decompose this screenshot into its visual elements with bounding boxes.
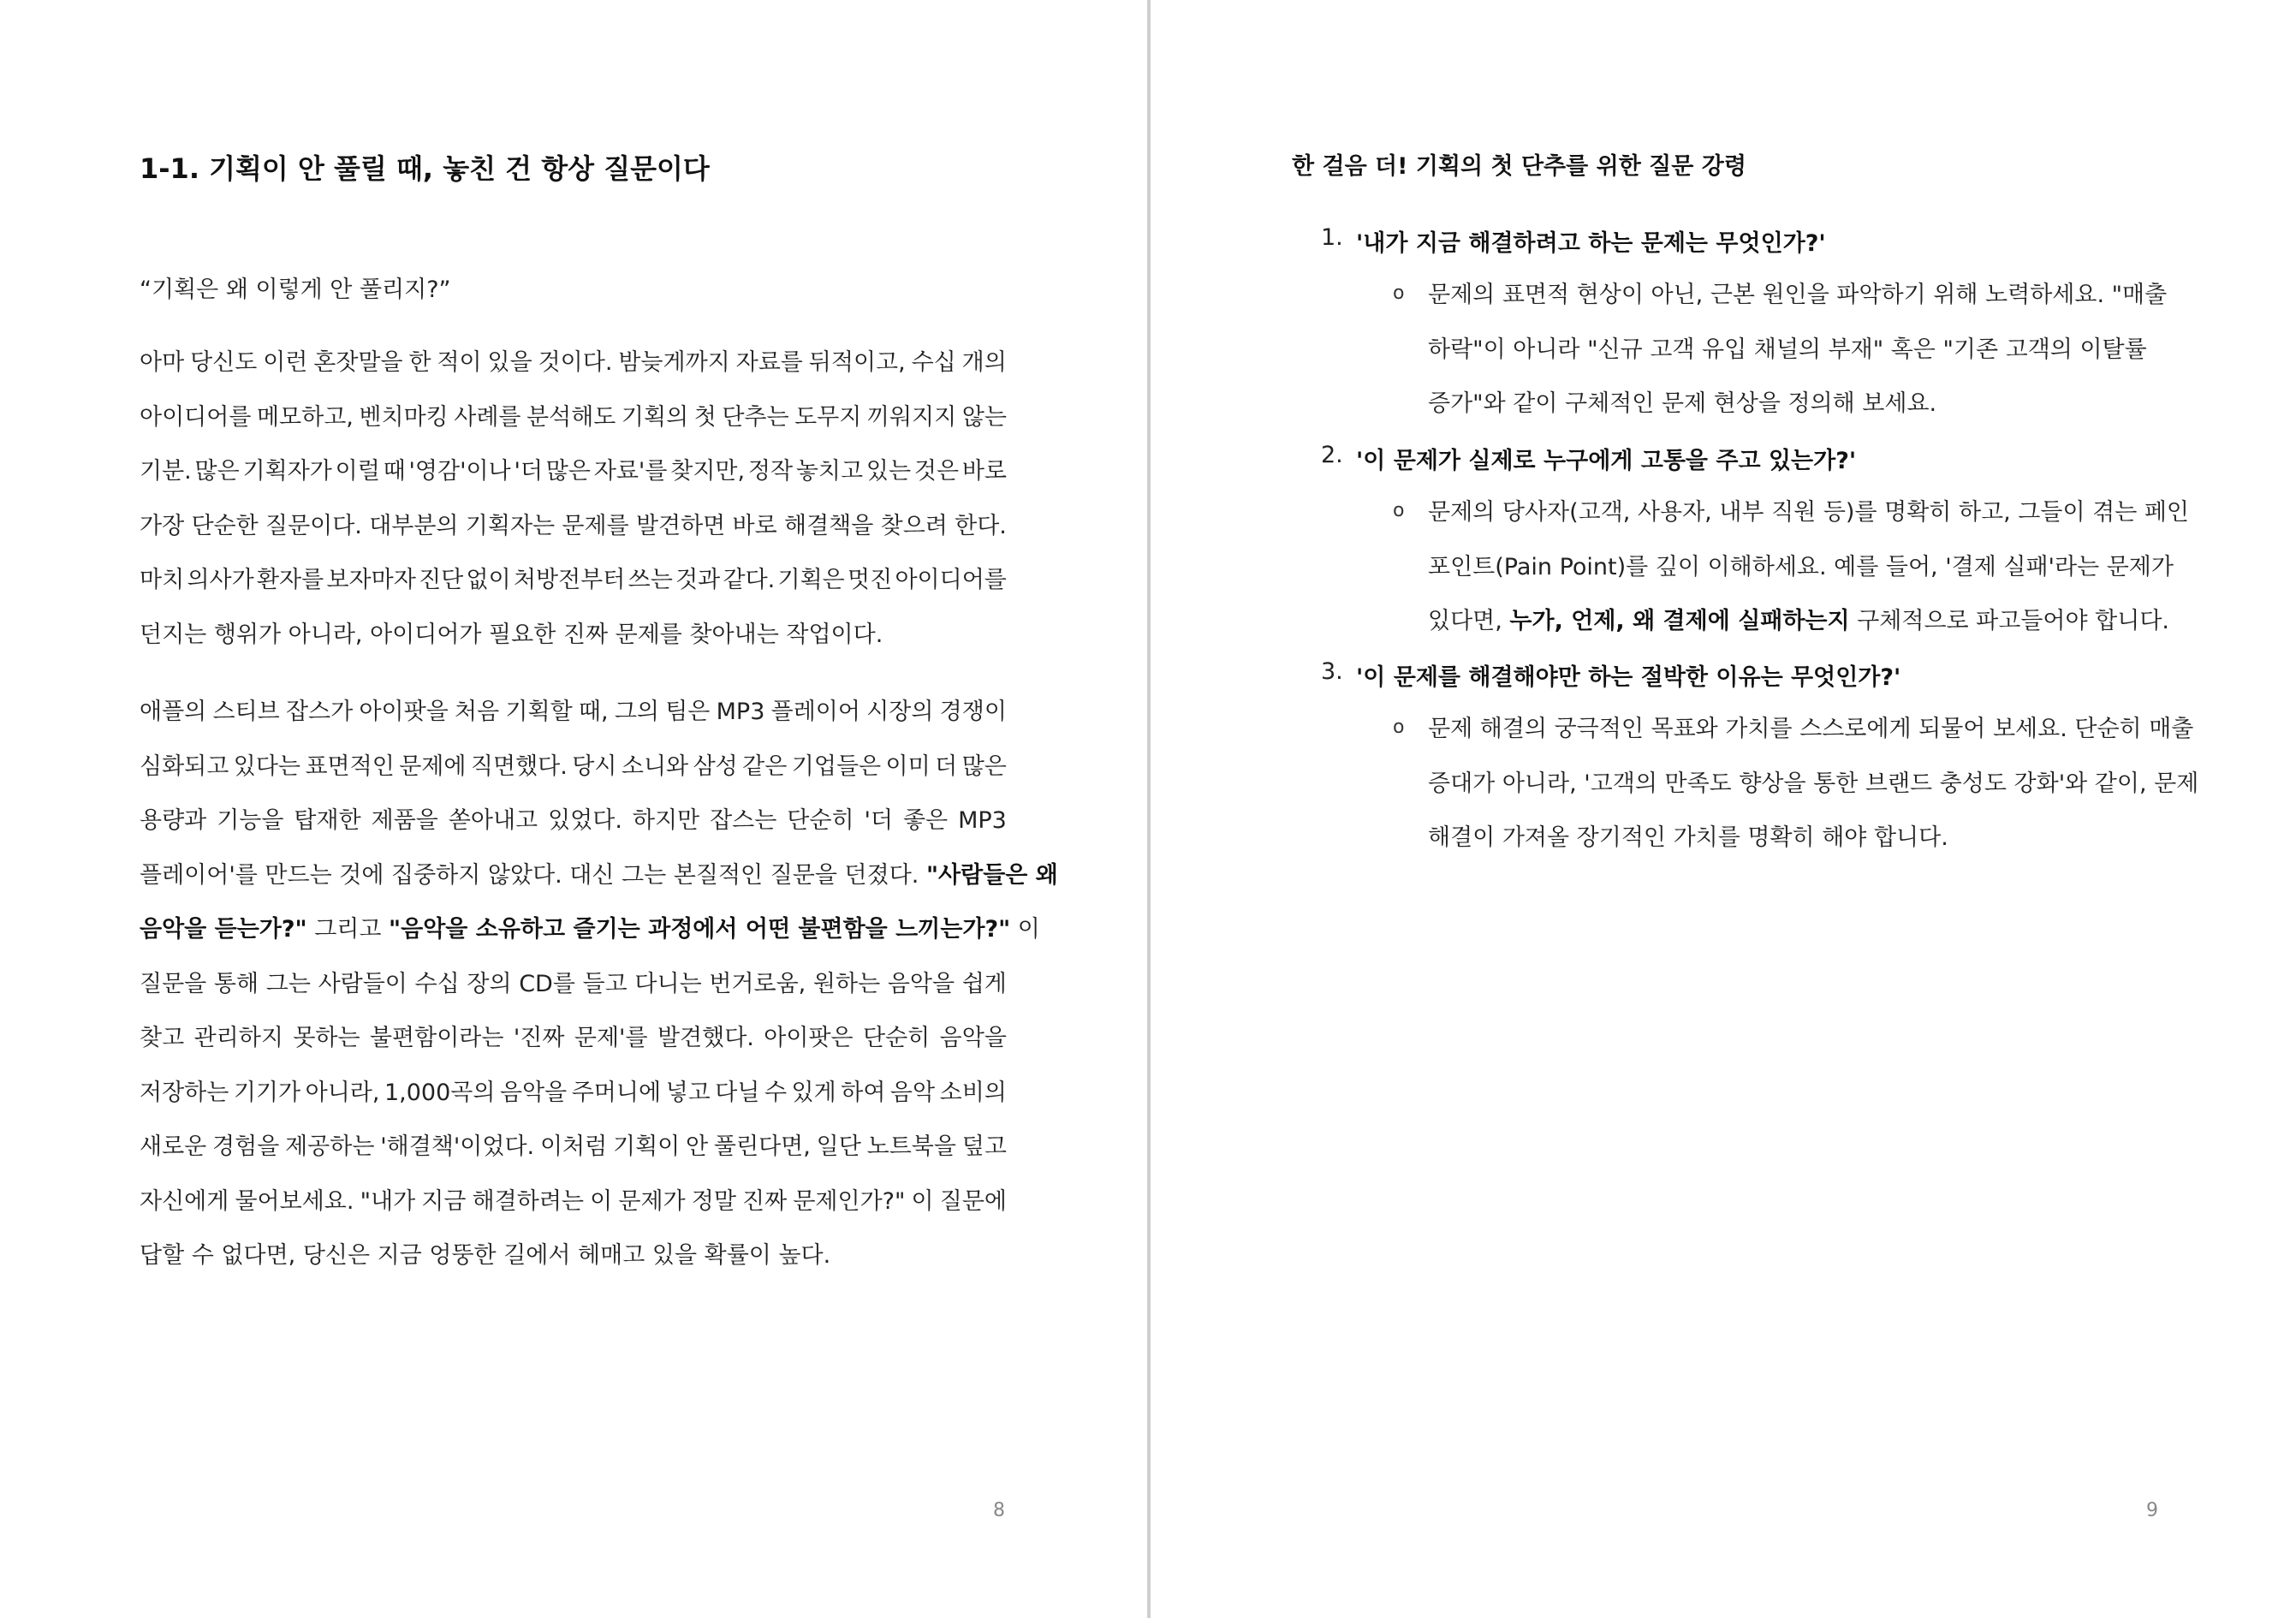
opening-quote: “기획은 왜 이렇게 안 풀리지?” — [140, 277, 451, 303]
left-page — [0, 0, 1147, 1618]
text-line: 아이디어를 메모하고, 벤치마킹 사례를 분석해도 기획의 첫 단추는 도무지 끼워지지 않는 — [140, 403, 1007, 431]
text-line: 하락"이 아니라 "신규 고객 유입 채널의 부재" 혹은 "기존 고객의 이탈률 — [1428, 336, 2147, 363]
question-number: 3. — [1321, 658, 1343, 685]
text-line: 문제의 표면적 현상이 아닌, 근본 원인을 파악하기 위해 노력하세요. "매출 — [1428, 282, 2168, 308]
bullet-circle-icon: o — [1393, 717, 1405, 738]
question-explanation — [1428, 712, 2250, 876]
question-number: 2. — [1321, 442, 1343, 468]
text-line: 찾고 관리하지 못하는 불편함이라는 '진짜 문제'를 발견했다. 아이팟은 단순히 음악을 — [140, 1025, 1007, 1051]
text-line: 아마 당신도 이런 혼잣말을 한 적이 있을 것이다. 밤늦게까지 자료를 뒤적이고, 수십 개의 — [140, 349, 1007, 376]
text-line: 답할 수 없다면, 당신은 지금 엉뚱한 길에서 헤매고 있을 확률이 높다. — [140, 1242, 831, 1269]
text-line: 음악을 듣는가?" 그리고 "음악을 소유하고 즐기는 과정에서 어떤 불편함을 느끼는가?" 이 — [140, 916, 1040, 943]
text-line: 질문을 통해 그는 사람들이 수십 장의 CD를 들고 다니는 번거로움, 원하는 음악을 쉽게 — [140, 970, 1007, 997]
bullet-circle-icon: o — [1393, 283, 1405, 304]
right-page — [1151, 0, 2296, 1618]
page-number: 9 — [2146, 1500, 2158, 1521]
text-line: 증가"와 같이 구체적인 문제 현상을 정의해 보세요. — [1428, 390, 1937, 417]
sidebar-heading: 한 걸음 더! 기획의 첫 단추를 위한 질문 강령 — [1292, 153, 1746, 180]
text-line: 자신에게 물어보세요. "내가 지금 해결하려는 이 문제가 정말 진짜 문제인가?" 이 질문에 — [140, 1187, 1007, 1215]
bullet-circle-icon: o — [1393, 500, 1405, 521]
text-line: 가장 단순한 질문이다. 대부분의 기획자는 문제를 발견하면 바로 해결책을 찾으려 한다. — [140, 512, 1007, 539]
text-line: 용량과 기능을 탑재한 제품을 쏟아내고 있었다. 하지만 잡스는 단순히 '더 좋은 MP3 — [140, 807, 1007, 834]
page-number: 8 — [993, 1500, 1005, 1521]
question-title: '이 문제가 실제로 누구에게 고통을 주고 있는가?' — [1356, 448, 1857, 474]
paragraph-1 — [140, 346, 1007, 672]
text-line: 기분. 많은 기획자가 이럴 때 '영감'이나 '더 많은 자료'를 찾지만, 정작 놓치고 있는 것은 바로 — [140, 458, 1007, 485]
text-line: 있다면, 누가, 언제, 왜 결제에 실패하는지 구체적으로 파고들어야 합니다. — [1428, 608, 2170, 634]
question-explanation — [1428, 278, 2250, 442]
text-line: 저장하는 기기가 아니라, 1,000곡의 음악을 주머니에 넣고 다닐 수 있게 하여 음악 소비의 — [140, 1079, 1007, 1106]
text-line: 문제의 당사자(고객, 사용자, 내부 직원 등)를 명확히 하고, 그들이 겪는 페인 — [1428, 499, 2190, 526]
text-line: 증대가 아니라, '고객의 만족도 향상을 통한 브랜드 충성도 강화'와 같이, 문제 — [1428, 770, 2199, 797]
text-line: 포인트(Pain Point)를 깊이 이해하세요. 예를 들어, '결제 실패'라는 문제가 — [1428, 553, 2174, 580]
text-line: 해결이 가져올 장기적인 가치를 명확히 해야 합니다. — [1428, 824, 1948, 851]
section-heading: 1-1. 기획이 안 풀릴 때, 놓친 건 항상 질문이다 — [140, 152, 710, 185]
text-line: 애플의 스티브 잡스가 아이팟을 처음 기획할 때, 그의 팀은 MP3 플레이어 시장의 경쟁이 — [140, 699, 1007, 725]
text-line: 플레이어'를 만드는 것에 집중하지 않았다. 대신 그는 본질적인 질문을 던졌다. "사람들은 왜 — [140, 861, 1058, 889]
text-line: 던지는 행위가 아니라, 아이디어가 필요한 진짜 문제를 찾아내는 작업이다. — [140, 621, 883, 648]
question-title: '이 문제를 해결해야만 하는 절박한 이유는 무엇인가?' — [1356, 664, 1901, 691]
question-title: '내가 지금 해결하려고 하는 문제는 무엇인가?' — [1356, 230, 1826, 257]
question-number: 1. — [1321, 224, 1343, 251]
text-line: 마치 의사가 환자를 보자마자 진단 없이 처방전부터 쓰는 것과 같다. 기획은 멋진 아이디어를 — [140, 567, 1007, 593]
text-line: 새로운 경험을 제공하는 '해결책'이었다. 이처럼 기획이 안 풀린다면, 일단 노트북을 덮고 — [140, 1133, 1007, 1160]
question-explanation — [1428, 496, 2250, 659]
text-line: 문제 해결의 궁극적인 목표와 가치를 스스로에게 되물어 보세요. 단순히 매출 — [1428, 716, 2194, 742]
paragraph-2 — [140, 695, 1058, 1294]
text-line: 심화되고 있다는 표면적인 문제에 직면했다. 당시 소니와 삼성 같은 기업들은 이미 더 많은 — [140, 752, 1007, 780]
